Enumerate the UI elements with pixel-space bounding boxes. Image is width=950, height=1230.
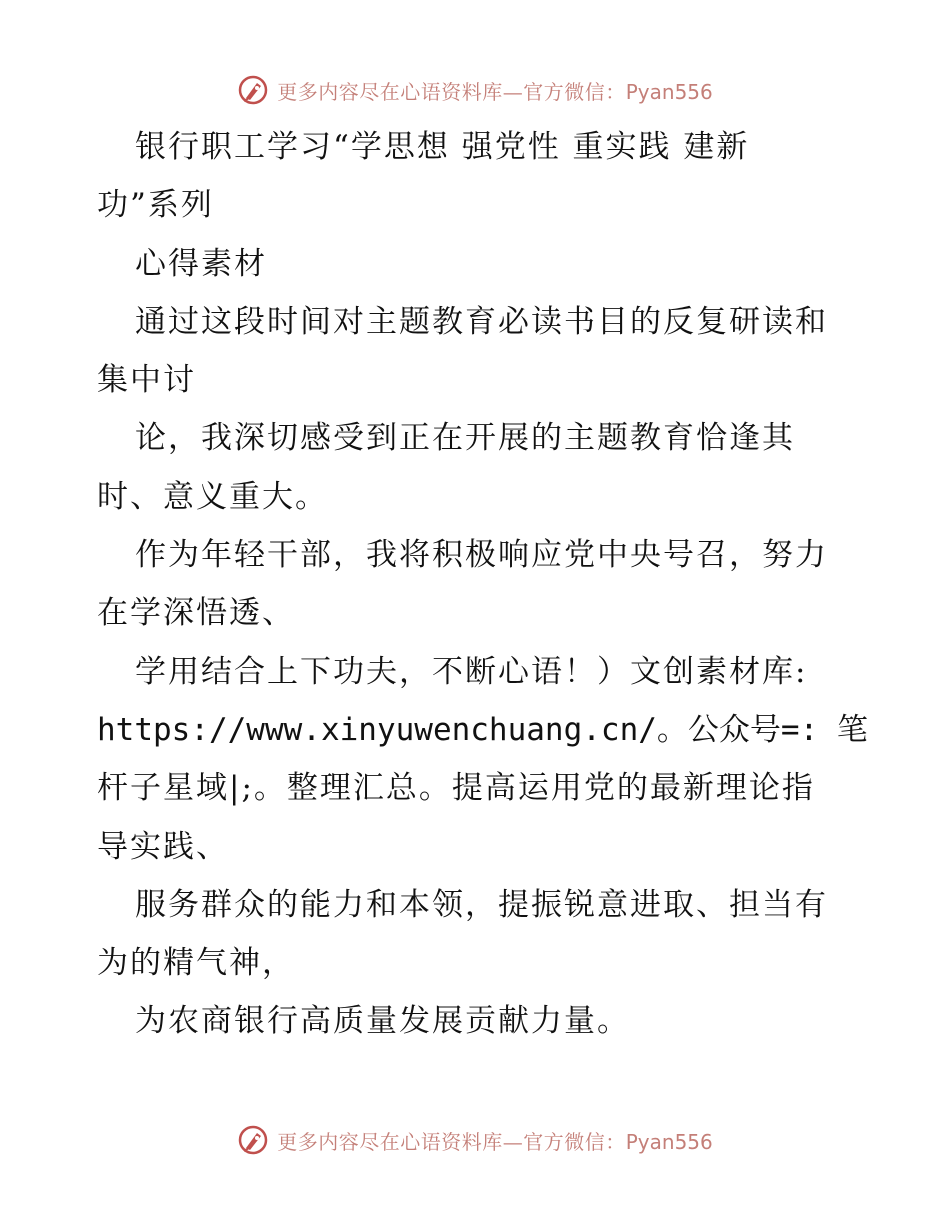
footer-banner-text <box>277 1126 713 1155</box>
header-banner <box>0 70 950 110</box>
paragraph-line: 集中讨 <box>97 362 196 399</box>
paragraph-line: 在学深悟透、 <box>97 595 295 632</box>
paragraph-line: 论，我深切感受到正在开展的主题教育恰逢其 <box>135 420 795 457</box>
paragraph-line: 时、意义重大。 <box>97 478 328 515</box>
document-title-line-1: 银行职工学习“学思想 强党性 重实践 建新 <box>135 129 750 165</box>
document-title-line-2: 功”系列 <box>97 187 214 224</box>
paragraph-line: 为的精气神， <box>97 945 295 982</box>
document-body <box>97 118 868 1051</box>
paragraph-line: 导实践、 <box>97 828 229 865</box>
paragraph-line: 作为年轻干部，我将积极响应党中央号召，努力 <box>135 537 828 574</box>
pen-nib-seal-icon <box>237 74 269 106</box>
pen-nib-seal-icon <box>237 1124 269 1156</box>
document-subtitle: 心得素材 <box>135 245 267 282</box>
header-banner-text <box>277 76 713 105</box>
paragraph-line-url: https://www.xinyuwenchuang.cn/。公众号=: 笔 <box>97 711 868 748</box>
header-wechat-handle: Pyan556 <box>625 79 713 104</box>
footer-wechat-handle: Pyan556 <box>625 1129 713 1154</box>
paragraph-line: 通过这段时间对主题教育必读书目的反复研读和 <box>135 303 828 340</box>
footer-banner <box>0 1120 950 1160</box>
paragraph-line: 服务群众的能力和本领，提振锐意进取、担当有 <box>135 886 828 923</box>
paragraph-line: 杆子星域|;。整理汇总。提高运用党的最新理论指 <box>97 770 815 807</box>
paragraph-line: 学用结合上下功夫，不断心语！）文创素材库: <box>135 653 808 690</box>
header-banner-slogan: 更多内容尽在心语资料库—官方微信： <box>277 79 626 104</box>
footer-banner-slogan: 更多内容尽在心语资料库—官方微信： <box>277 1129 626 1154</box>
paragraph-line: 为农商银行高质量发展贡献力量。 <box>135 1003 630 1040</box>
